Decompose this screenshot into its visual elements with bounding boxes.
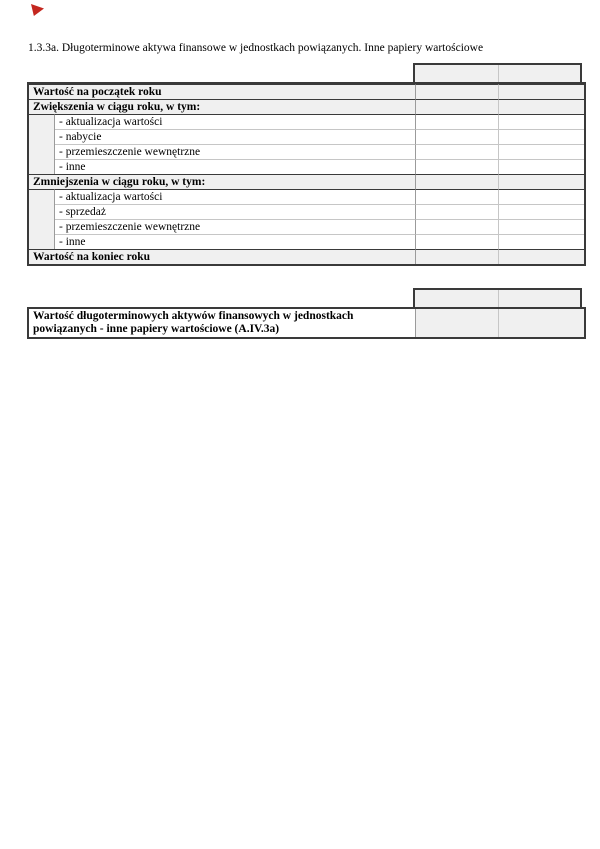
table-row xyxy=(29,189,584,204)
row-label: Zmniejszenia w ciągu roku, w tym: xyxy=(29,174,415,189)
summary-row-label: Wartość długoterminowych aktywów finansowych w jednostkach powiązanych - inne papiery wartościowe (A.IV.3a) xyxy=(29,309,415,337)
value-cell-col2[interactable] xyxy=(498,204,584,219)
value-cell-col1[interactable] xyxy=(415,249,498,264)
value-cell-col2[interactable] xyxy=(498,99,584,114)
row-label: - nabycie xyxy=(55,129,415,144)
value-cell-col2[interactable] xyxy=(498,219,584,234)
value-cell-col2[interactable] xyxy=(498,189,584,204)
summary-grid xyxy=(27,307,586,339)
value-cell-col2[interactable] xyxy=(498,84,584,99)
row-label: - inne xyxy=(55,234,415,249)
row-label: Wartość na początek roku xyxy=(29,84,415,99)
value-cell-col1[interactable] xyxy=(415,309,498,337)
table-row xyxy=(29,114,584,129)
indent-spacer xyxy=(29,189,55,249)
value-cell-col2[interactable] xyxy=(498,159,584,174)
value-cell-col1[interactable] xyxy=(415,219,498,234)
header-cell-col2[interactable] xyxy=(498,65,580,82)
row-label: Zwiększenia w ciągu roku, w tym: xyxy=(29,99,415,114)
table-row xyxy=(29,129,584,144)
header-cell-col2[interactable] xyxy=(498,290,580,307)
value-cell-col2[interactable] xyxy=(498,114,584,129)
table-row xyxy=(29,309,584,337)
table-row xyxy=(29,249,584,264)
header-cell-col1[interactable] xyxy=(415,290,498,307)
assets-movement-grid xyxy=(27,82,586,266)
value-cell-col1[interactable] xyxy=(415,159,498,174)
table-row xyxy=(29,219,584,234)
year-columns-header xyxy=(413,288,582,307)
table-row xyxy=(29,234,584,249)
value-cell-col1[interactable] xyxy=(415,129,498,144)
value-cell-col1[interactable] xyxy=(415,189,498,204)
table-row xyxy=(29,84,584,99)
value-cell-col2[interactable] xyxy=(498,144,584,159)
value-cell-col1[interactable] xyxy=(415,84,498,99)
value-cell-col1[interactable] xyxy=(415,234,498,249)
table-row xyxy=(29,144,584,159)
form-title: 1.3.3a. Długoterminowe aktywa finansowe w jednostkach powiązanych. Inne papiery wartościowe xyxy=(28,42,484,54)
value-cell-col1[interactable] xyxy=(415,174,498,189)
header-cell-col1[interactable] xyxy=(415,65,498,82)
row-label: - przemieszczenie wewnętrzne xyxy=(55,144,415,159)
value-cell-col1[interactable] xyxy=(415,99,498,114)
row-label: - aktualizacja wartości xyxy=(55,114,415,129)
value-cell-col1[interactable] xyxy=(415,144,498,159)
table-row xyxy=(29,99,584,114)
indent-spacer xyxy=(29,114,55,174)
row-label: Wartość na koniec roku xyxy=(29,249,415,264)
row-label: - aktualizacja wartości xyxy=(55,189,415,204)
value-cell-col2[interactable] xyxy=(498,234,584,249)
table-row xyxy=(29,159,584,174)
value-cell-col2[interactable] xyxy=(498,309,584,337)
value-cell-col2[interactable] xyxy=(498,129,584,144)
row-label: - inne xyxy=(55,159,415,174)
value-cell-col2[interactable] xyxy=(498,174,584,189)
table-row xyxy=(29,174,584,189)
value-cell-col2[interactable] xyxy=(498,249,584,264)
table-row xyxy=(29,204,584,219)
row-label: - przemieszczenie wewnętrzne xyxy=(55,219,415,234)
red-corner-mark-icon xyxy=(31,4,44,16)
row-label: - sprzedaż xyxy=(55,204,415,219)
value-cell-col1[interactable] xyxy=(415,204,498,219)
value-cell-col1[interactable] xyxy=(415,114,498,129)
year-columns-header xyxy=(413,63,582,82)
